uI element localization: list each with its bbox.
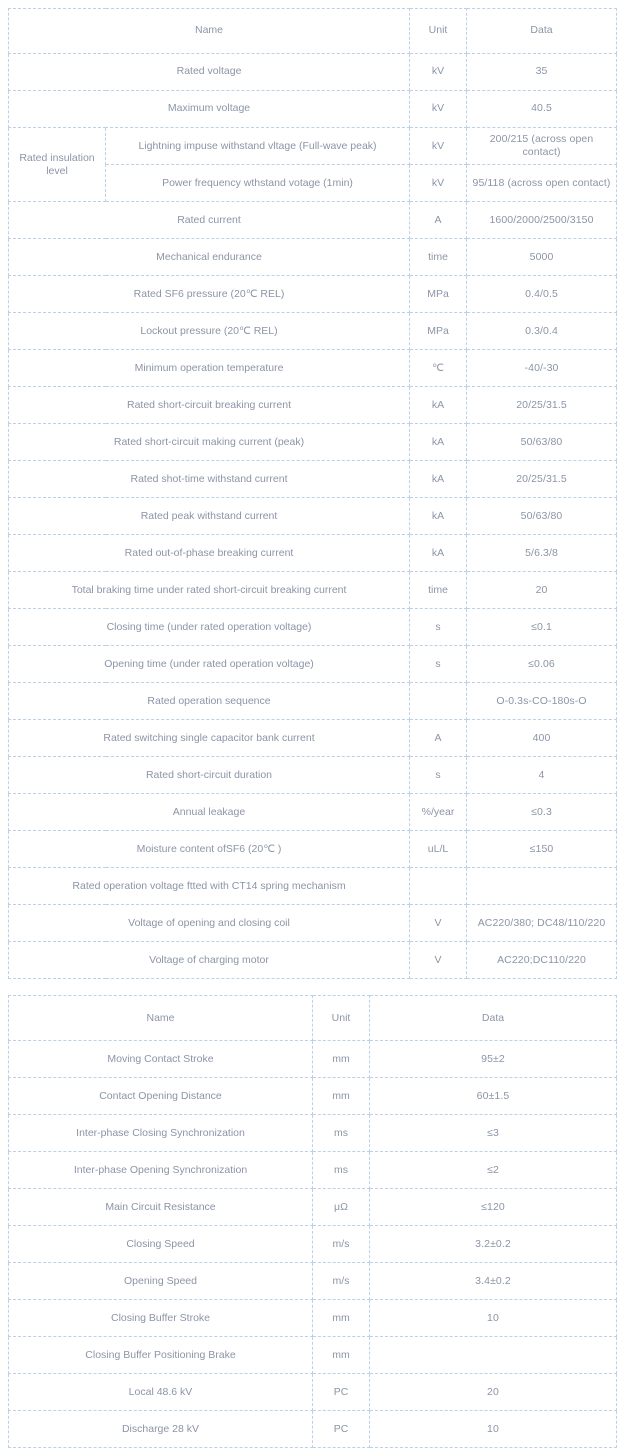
row-name: Rated short-circuit breaking current — [9, 387, 410, 424]
table-row — [9, 350, 617, 387]
table-row — [9, 1263, 617, 1300]
table-row — [9, 498, 617, 535]
row-unit: kV — [410, 128, 467, 165]
row-data: 0.3/0.4 — [467, 313, 617, 350]
row-unit: μΩ — [313, 1189, 370, 1226]
header-name: Name — [9, 996, 313, 1041]
row-unit: ℃ — [410, 350, 467, 387]
row-name: Main Circuit Resistance — [9, 1189, 313, 1226]
row-name: Moisture content ofSF6 (20℃ ) — [9, 831, 410, 868]
row-name: Discharge 28 kV — [9, 1411, 313, 1448]
table-row — [9, 1374, 617, 1411]
row-group-label: Rated insulation level — [9, 128, 106, 202]
row-name: Rated switching single capacitor bank current — [9, 720, 410, 757]
row-data: AC220/380; DC48/110/220 — [467, 905, 617, 942]
table-row — [9, 202, 617, 239]
table-row — [9, 535, 617, 572]
row-unit: kV — [410, 165, 467, 202]
row-name: Inter-phase Closing Synchronization — [9, 1115, 313, 1152]
row-name: Inter-phase Opening Synchronization — [9, 1152, 313, 1189]
row-name: Local 48.6 kV — [9, 1374, 313, 1411]
row-unit: ms — [313, 1115, 370, 1152]
table-row — [9, 572, 617, 609]
row-data: 40.5 — [467, 91, 617, 128]
table-row — [9, 128, 617, 165]
row-data: 95/118 (across open contact) — [467, 165, 617, 202]
row-data: ≤120 — [370, 1189, 617, 1226]
table-row — [9, 1041, 617, 1078]
row-name: Opening Speed — [9, 1263, 313, 1300]
row-unit: s — [410, 757, 467, 794]
row-unit: mm — [313, 1078, 370, 1115]
row-unit: ms — [313, 1152, 370, 1189]
table-row — [9, 1152, 617, 1189]
row-unit — [410, 868, 467, 905]
row-data: 20/25/31.5 — [467, 461, 617, 498]
row-unit: m/s — [313, 1226, 370, 1263]
table-row — [9, 1411, 617, 1448]
row-unit — [410, 683, 467, 720]
row-unit: time — [410, 239, 467, 276]
header-unit: Unit — [313, 996, 370, 1041]
row-name: Rated short-circuit making current (peak) — [9, 424, 410, 461]
row-unit: V — [410, 905, 467, 942]
row-unit: m/s — [313, 1263, 370, 1300]
row-name: Total braking time under rated short-circuit breaking current — [9, 572, 410, 609]
row-unit: kA — [410, 424, 467, 461]
row-data: 50/63/80 — [467, 498, 617, 535]
row-data: 3.4±0.2 — [370, 1263, 617, 1300]
row-name: Contact Opening Distance — [9, 1078, 313, 1115]
row-unit: mm — [313, 1041, 370, 1078]
table-header-row — [9, 9, 617, 54]
row-unit: kV — [410, 91, 467, 128]
row-data: 5/6.3/8 — [467, 535, 617, 572]
row-unit: PC — [313, 1374, 370, 1411]
row-name: Minimum operation temperature — [9, 350, 410, 387]
table-row — [9, 91, 617, 128]
row-name: Maximum voltage — [9, 91, 410, 128]
row-name: Rated current — [9, 202, 410, 239]
row-name: Closing time (under rated operation voltage) — [9, 609, 410, 646]
row-name: Closing Buffer Stroke — [9, 1300, 313, 1337]
row-data: 20/25/31.5 — [467, 387, 617, 424]
table-row — [9, 276, 617, 313]
row-data: 50/63/80 — [467, 424, 617, 461]
row-data — [370, 1337, 617, 1374]
row-unit: PC — [313, 1411, 370, 1448]
row-name: Lightning impuse withstand vltage (Full-wave peak) — [106, 128, 410, 165]
row-data: 20 — [467, 572, 617, 609]
header-data: Data — [370, 996, 617, 1041]
row-data: 60±1.5 — [370, 1078, 617, 1115]
breaker-specifications-table — [8, 8, 617, 979]
row-unit: s — [410, 609, 467, 646]
row-unit: mm — [313, 1300, 370, 1337]
row-unit: V — [410, 942, 467, 979]
table-row — [9, 1189, 617, 1226]
row-data: 5000 — [467, 239, 617, 276]
row-unit: uL/L — [410, 831, 467, 868]
row-unit: s — [410, 646, 467, 683]
row-data: 3.2±0.2 — [370, 1226, 617, 1263]
row-data: 20 — [370, 1374, 617, 1411]
row-data: ≤3 — [370, 1115, 617, 1152]
table-row — [9, 720, 617, 757]
row-name: Rated SF6 pressure (20℃ REL) — [9, 276, 410, 313]
row-data: ≤150 — [467, 831, 617, 868]
row-name: Rated operation voltage ftted with CT14 spring mechanism — [9, 868, 410, 905]
header-unit: Unit — [410, 9, 467, 54]
table-row — [9, 424, 617, 461]
row-data: 1600/2000/2500/3150 — [467, 202, 617, 239]
row-name: Rated out-of-phase breaking current — [9, 535, 410, 572]
row-data: 0.4/0.5 — [467, 276, 617, 313]
table-row — [9, 942, 617, 979]
row-unit: mm — [313, 1337, 370, 1374]
table-row — [9, 1226, 617, 1263]
header-data: Data — [467, 9, 617, 54]
table-row — [9, 54, 617, 91]
row-data: 200/215 (across open contact) — [467, 128, 617, 165]
table-row — [9, 683, 617, 720]
row-data: 10 — [370, 1300, 617, 1337]
row-data — [467, 868, 617, 905]
row-unit: kA — [410, 461, 467, 498]
table-row — [9, 461, 617, 498]
row-name: Moving Contact Stroke — [9, 1041, 313, 1078]
row-name: Closing Buffer Positioning Brake — [9, 1337, 313, 1374]
row-name: Rated shot-time withstand current — [9, 461, 410, 498]
table-row — [9, 757, 617, 794]
table-row — [9, 387, 617, 424]
row-unit: kV — [410, 54, 467, 91]
table-row — [9, 1078, 617, 1115]
row-data: AC220;DC110/220 — [467, 942, 617, 979]
row-name: Rated operation sequence — [9, 683, 410, 720]
row-name: Rated short-circuit duration — [9, 757, 410, 794]
table-row — [9, 1300, 617, 1337]
table-row — [9, 239, 617, 276]
row-name: Lockout pressure (20℃ REL) — [9, 313, 410, 350]
table-row — [9, 794, 617, 831]
row-unit: MPa — [410, 276, 467, 313]
row-data: ≤2 — [370, 1152, 617, 1189]
row-name: Annual leakage — [9, 794, 410, 831]
row-name: Voltage of opening and closing coil — [9, 905, 410, 942]
row-unit: %/year — [410, 794, 467, 831]
row-data: ≤0.1 — [467, 609, 617, 646]
header-name: Name — [9, 9, 410, 54]
row-data: 10 — [370, 1411, 617, 1448]
table-row — [9, 313, 617, 350]
row-unit: A — [410, 202, 467, 239]
table-row — [9, 831, 617, 868]
row-data: 35 — [467, 54, 617, 91]
row-data: ≤0.06 — [467, 646, 617, 683]
row-name: Rated peak withstand current — [9, 498, 410, 535]
table-row — [9, 905, 617, 942]
row-name: Power frequency wthstand votage (1min) — [106, 165, 410, 202]
row-name: Voltage of charging motor — [9, 942, 410, 979]
table-row — [9, 1115, 617, 1152]
table-row — [9, 868, 617, 905]
row-unit: kA — [410, 387, 467, 424]
row-data: -40/-30 — [467, 350, 617, 387]
mechanical-parameters-table — [8, 995, 617, 1448]
row-data: 95±2 — [370, 1041, 617, 1078]
row-name: Closing Speed — [9, 1226, 313, 1263]
row-unit: kA — [410, 498, 467, 535]
row-unit: MPa — [410, 313, 467, 350]
row-name: Opening time (under rated operation voltage) — [9, 646, 410, 683]
row-data: 4 — [467, 757, 617, 794]
table-header-row — [9, 996, 617, 1041]
row-data: O-0.3s-CO-180s-O — [467, 683, 617, 720]
row-name: Mechanical endurance — [9, 239, 410, 276]
table-row — [9, 609, 617, 646]
table-row — [9, 1337, 617, 1374]
row-name: Rated voltage — [9, 54, 410, 91]
row-unit: time — [410, 572, 467, 609]
row-unit: kA — [410, 535, 467, 572]
row-data: ≤0.3 — [467, 794, 617, 831]
table-row — [9, 646, 617, 683]
row-unit: A — [410, 720, 467, 757]
row-data: 400 — [467, 720, 617, 757]
